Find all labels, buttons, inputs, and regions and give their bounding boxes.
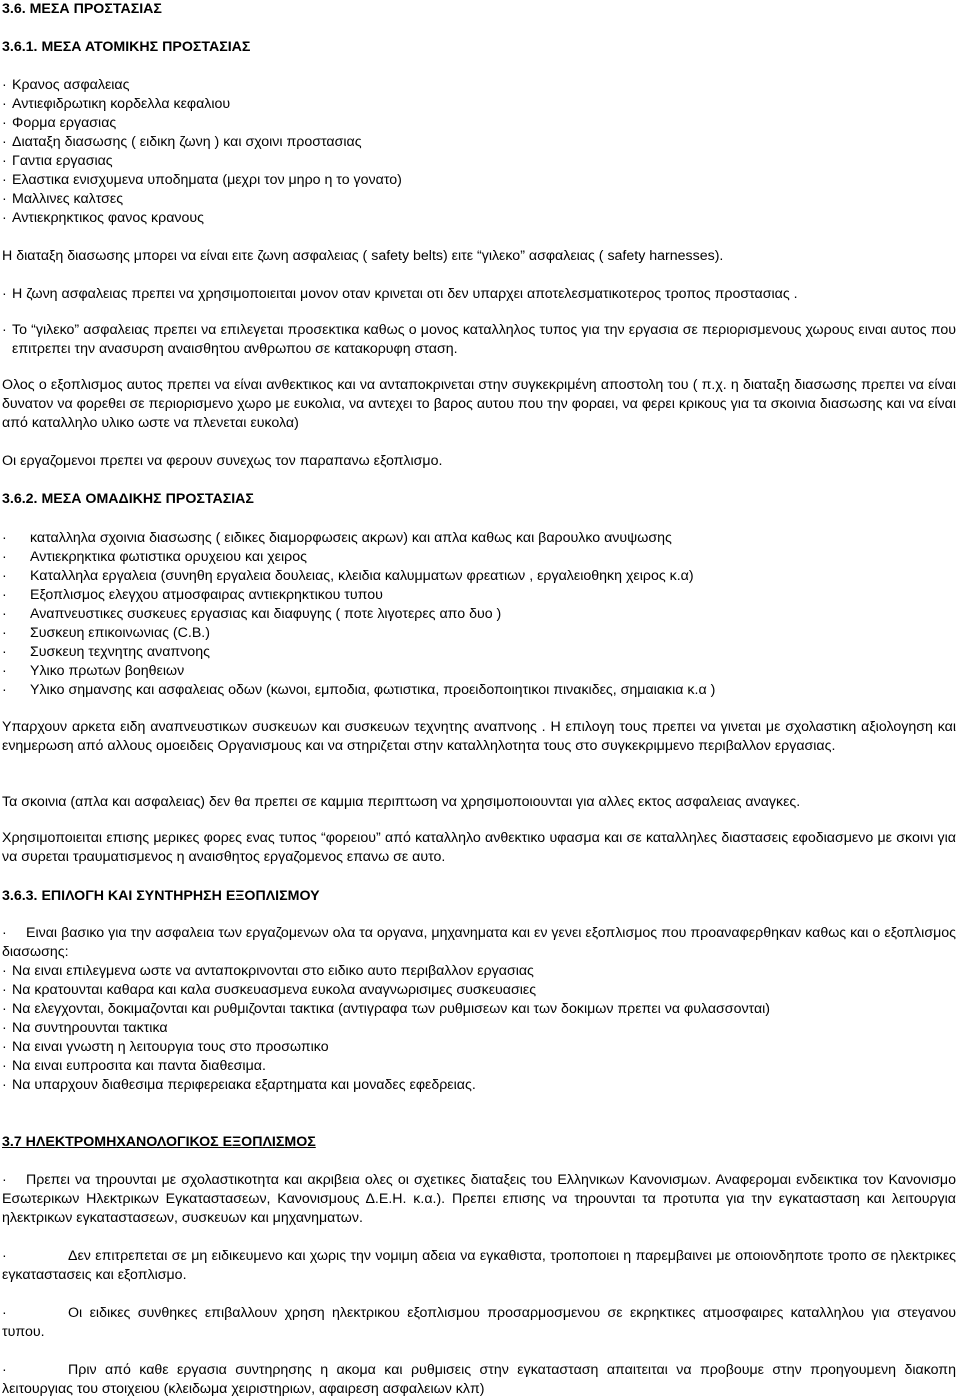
list-item: · Να συντηρουνται τακτικα bbox=[2, 1020, 168, 1036]
subsection-title-363: 3.6.3. ΕΠΙΛΟΓΗ ΚΑΙ ΣΥΝΤΗΡΗΣΗ ΕΞΟΠΛΙΣΜΟΥ bbox=[2, 888, 320, 904]
list-item: · Αντιεκρηκτικος φανος κρανους bbox=[2, 210, 204, 226]
list-item: · Καταλληλα εργαλεια (συνηθη εργαλεια δουλειας, κλειδια καλυμματων φρεατιων , εργαλειοθηκη χειρος κ.α) bbox=[2, 568, 694, 584]
paragraph: Η διαταξη διασωσης μπορει να είναι ειτε ζωνη ασφαλειας ( safety belts) ειτε “γιλεκο” ασφαλειας ( safety harnesses). bbox=[2, 248, 724, 264]
list-item: · Διαταξη διασωσης ( ειδικη ζωνη ) και σχοινι προστασιας bbox=[2, 134, 362, 150]
list-item: · Να ειναι γνωστη η λειτουργια τους στο προσωπικο bbox=[2, 1039, 329, 1055]
section-title-37: 3.7 ΗΛΕΚΤΡΟΜΗΧΑΝΟΛΟΓΙΚΟΣ ΕΞΟΠΛΙΣΜΟΣ bbox=[2, 1134, 316, 1150]
paragraph: Ολος ο εξοπλισμος αυτος πρεπει να είναι ανθεκτικος και να ανταποκρινεται στην συγκεκριμένη αποστολη του ( π.χ. η διαταξη διασωσης πρεπει να είναι δυνατον να φορεθει σε περιορισμενο χωρο με ευκολια, να αντεχει το βαρος αυτου που την φοραει, να φερει κρικους για τα σκοινια διασωσης και να είναι από καταλληλο υλικο ωστε να πλενεται ευκολα) bbox=[2, 377, 956, 431]
list-item: · Να ελεγχονται, δοκιμαζονται και ρυθμιζονται τακτικα (αντιγραφα των ρυθμισεων και των δοκιμων πρεπει να φυλασσονται) bbox=[2, 1001, 771, 1017]
list-item: · Φορμα εργασιας bbox=[2, 115, 117, 131]
list-item: · Ελαστικα ενισχυμενα υποδηματα (μεχρι τον μηρο η το γονατο) bbox=[2, 172, 402, 188]
paragraph: · Πριν από καθε εργασια συντηρησης η ακομα και ρυθμισεις στην εγκατασταση απαιτειται να προβουμε στην προηγουμενη διακοπη λειτουργιας του στοιχειου (κλειδωμα χειριστηριων, αφαιρεση ασφαλειων κλπ) bbox=[2, 1362, 956, 1397]
paragraph: Χρησιμοποιειται επισης μερικες φορες ενας τυπος “φορειου” από καταλληλο ανθεκτικο υφασμα και σε καταλληλες διαστασεις εφοδιασμενο με σκοινι για να συρεται τραυματισμενος η αναισθητος εργαζομενος επανω σε αυτο. bbox=[2, 830, 956, 865]
list-item: · Αναπνευστικες συσκευες εργασιας και διαφυγης ( ποτε λιγοτερες απο δυο ) bbox=[2, 606, 502, 622]
paragraph: · Οι ειδικες συνθηκες επιβαλλουν χρηση ηλεκτρικου εξοπλισμου προσαρμοσμενου σε εκρηκτικες ατμοσφαιρες καταλληλου για στεγανου τυπου. bbox=[2, 1305, 956, 1340]
section-title: 3.6. ΜΕΣΑ ΠΡΟΣΤΑΣΙΑΣ bbox=[2, 1, 162, 17]
list-item: · Συσκευη επικοινωνιας (C.B.) bbox=[2, 625, 210, 641]
bullet-paragraph: · Το “γιλεκο” ασφαλειας πρεπει να επιλεγεται προσεκτικα καθως ο μονος καταλληλος τυπος για την εργασια σε περιορισμενους χωρους ειναι αυτος που επιτρεπει την ανασυρση αναισθητου ανθρωπου σε κατακορυφη σταση. bbox=[2, 322, 956, 357]
paragraph: · Δεν επιτρεπεται σε μη ειδικευμενο και χωρις την νομιμη αδεια να εγκαθιστα, τροποποιει η παρεμβαινει με οποιονδηποτε τροπο σε ηλεκτρικες εγκαταστασεις και εξοπλισμο. bbox=[2, 1248, 956, 1283]
paragraph: · Ειναι βασικο για την ασφαλεια των εργαζομενων ολα τα οργανα, μηχανηματα και εν γενει εξοπλισμος που προαναφερθηκαν καθως και ο εξοπλισμος διασωσης: bbox=[2, 925, 956, 960]
paragraph: · Πρεπει να τηρουνται με σχολαστικοτητα και ακριβεια ολες οι σχετικες διαταξεις του Ελληνικων Κανονισμων. Αναφερομαι ενδεικτικα τον Κανονισμο Εσωτερικων Ηλεκτρικων Εγκαταστασεων, Κανονισμους Δ.Ε.Η. κ.α.). Πρεπει επισης να τηρουνται τα προτυπα για την εγκατασταση και λειτουργια ηλεκτρικων εγκαταστασεων, συσκευων και μηχανηματων. bbox=[2, 1172, 956, 1226]
list-item: · καταλληλα σχοινια διασωσης ( ειδικες διαμορφωσεις ακρων) και απλα καθως και βαρουλκο ανυψωσης bbox=[2, 530, 672, 546]
subsection-title-362: 3.6.2. ΜΕΣΑ ΟΜΑΔΙΚΗΣ ΠΡΟΣΤΑΣΙΑΣ bbox=[2, 491, 254, 507]
paragraph: Οι εργαζομενοι πρεπει να φερουν συνεχως τον παραπανω εξοπλισμο. bbox=[2, 453, 443, 469]
list-item: · Αντιεκρηκτικα φωτιστικα ορυχειου και χειρος bbox=[2, 549, 307, 565]
list-item: · Μαλλινες καλτσες bbox=[2, 191, 124, 207]
list-item: · Εξοπλισμος ελεγχου ατμοσφαιρας αντιεκρηκτικου τυπου bbox=[2, 587, 383, 603]
bullet-paragraph: · Η ζωνη ασφαλειας πρεπει να χρησιμοποιειται μονον οταν κρινεται οτι δεν υπαρχει αποτελεσματικοτερος τροπος προστασιας . bbox=[2, 286, 798, 302]
list-item: · Υλικο πρωτων βοηθειων bbox=[2, 663, 185, 679]
list-item: · Να υπαρχουν διαθεσιμα περιφερειακα εξαρτηματα και μοναδες εφεδρειας. bbox=[2, 1077, 476, 1093]
paragraph: Τα σκοινια (απλα και ασφαλειας) δεν θα πρεπει σε καμμια περιπτωση να χρησιμοποιουνται για αλλες εκτος ασφαλειας αναγκες. bbox=[2, 794, 801, 810]
list-item: · Γαντια εργασιας bbox=[2, 153, 113, 169]
paragraph: Υπαρχουν αρκετα ειδη αναπνευστικων συσκευων και συσκευων τεχνητης αναπνοης . Η επιλογη τους πρεπει να γινεται με σχολαστικη αξιολογηση και ενημερωση από αλλους ομοειδεις Οργανισμους και να στηριζεται στην καταλληλοτητα τους στο συγκεκριμμενο περιβαλλον εργασιας. bbox=[2, 719, 956, 754]
list-item: · Να ειναι ευπροσιτα και παντα διαθεσιμα. bbox=[2, 1058, 266, 1074]
list-item: · Αντιεφιδρωτικη κορδελλα κεφαλιου bbox=[2, 96, 231, 112]
list-item: · Συσκευη τεχνητης αναπνοης bbox=[2, 644, 210, 660]
list-item: · Κρανος ασφαλειας bbox=[2, 77, 130, 93]
list-item: · Να κρατουνται καθαρα και καλα συσκευασμενα ευκολα αναγνωρισιμες συσκευασιες bbox=[2, 982, 537, 998]
list-item: · Να ειναι επιλεγμενα ωστε να ανταποκρινονται στο ειδικο αυτο περιβαλλον εργασιας bbox=[2, 963, 534, 979]
list-item: · Υλικο σημανσης και ασφαλειας οδων (κωνοι, εμποδια, φωτιστικα, προειδοποιητικοι πινακιδες, σημαιακια κ.α ) bbox=[2, 682, 716, 698]
subsection-title-361: 3.6.1. ΜΕΣΑ ΑΤΟΜΙΚΗΣ ΠΡΟΣΤΑΣΙΑΣ bbox=[2, 39, 251, 55]
